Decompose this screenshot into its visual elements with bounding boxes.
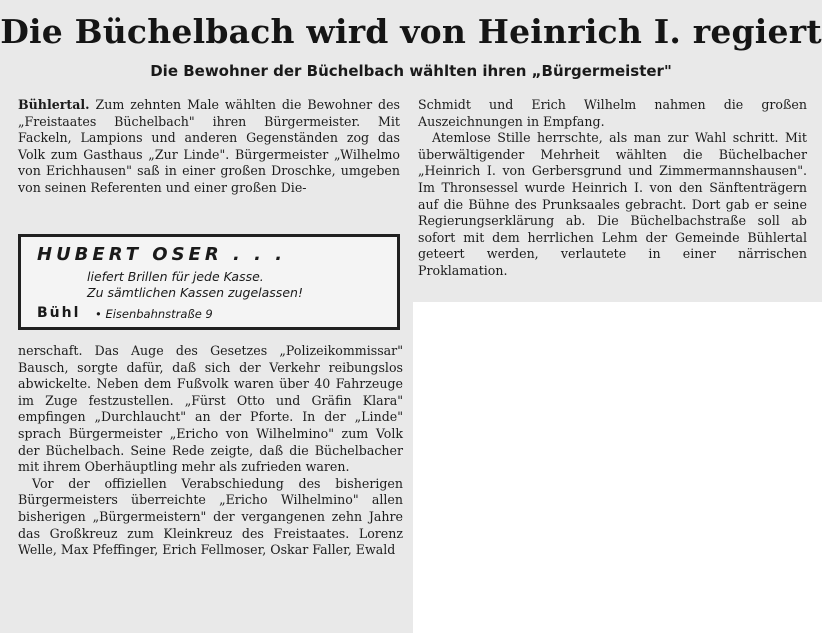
paragraph-intro-text: Zum zehnten Male wählten die Bewohner des „Freistaates Büchelbach" ihren Bürgermeister. Mit Fackeln, Lampions und anderen Gegenständen zog das Volk zum Gasthaus „Zur Linde". Bürgermeister „Wilhelmo von Erichhausen" saß in einer großen Droschke, umgeben von seinen Referenten und einer großen Die- bbox=[18, 97, 400, 195]
paragraph-intro bbox=[18, 97, 400, 197]
article-column-2 bbox=[418, 97, 807, 280]
paragraph-procession: nerschaft. Das Auge des Gesetzes „Polizeikommissar" Bausch, sorgte dafür, daß sich der Verkehr reibungslos abwickelte. Neben dem Fußvolk waren über 40 Fahrzeuge im Zuge festzustellen. „Fürst Otto und Gräfin Klara" empfingen „Durchlaucht" an der Pforte. In der „Linde" sprach Bürgermeister „Ericho von Wilhelmino" zum Volk der Büchelbach. Seine Rede zeigte, daß die Büchelbacher mit ihrem Oberhäuptling mehr als zufrieden waren. bbox=[18, 343, 403, 475]
headline: Die Büchelbach wird von Heinrich I. regiert bbox=[0, 12, 822, 51]
advertisement-box bbox=[18, 234, 400, 330]
paragraph-awards-continued: Schmidt und Erich Wilhelm nahmen die großen Auszeichnungen in Empfang. bbox=[418, 97, 807, 129]
ad-business-name: HUBERT OSER . . . bbox=[37, 244, 287, 265]
paragraph-election: Atemlose Stille herrschte, als man zur Wahl schritt. Mit überwältigender Mehrheit wählten die Büchelbacher „Heinrich I. von Gerbersgrund und Zimmermannshausen". Im Thronsessel wurde Heinrich I. von den Sänftenträgern auf die Bühne des Prunksaales gebracht. Dort gab er seine Regierungserklärung ab. Die Büchelbachstraße soll ab sofort mit dem herrlichen Lehm der Gemeinde Bühlertal geteert werden, verlautete in einer närrischen Proklamation. bbox=[418, 130, 807, 278]
ad-slogan-line-1: liefert Brillen für jede Kasse. bbox=[87, 269, 264, 284]
article-column-1-bottom bbox=[18, 343, 403, 559]
article-column-1-top bbox=[18, 97, 400, 197]
dateline: Bühlertal. bbox=[18, 97, 90, 112]
subheadline: Die Bewohner der Büchelbach wählten ihren „Bürgermeister" bbox=[150, 62, 672, 80]
ad-address: • Eisenbahnstraße 9 bbox=[95, 307, 213, 321]
ad-city: Bühl bbox=[37, 305, 81, 321]
ad-slogan-line-2: Zu sämtlichen Kassen zugelassen! bbox=[87, 285, 303, 300]
paragraph-awards: Vor der offiziellen Verabschiedung des bisherigen Bürgermeisters überreichte „Ericho Wilhelmino" allen bisherigen „Bürgermeistern" der vergangenen zehn Jahre das Großkreuz zum Kleinkreuz des Freistaates. Lorenz Welle, Max Pfeffinger, Erich Fellmoser, Oskar Faller, Ewald bbox=[18, 475, 403, 558]
